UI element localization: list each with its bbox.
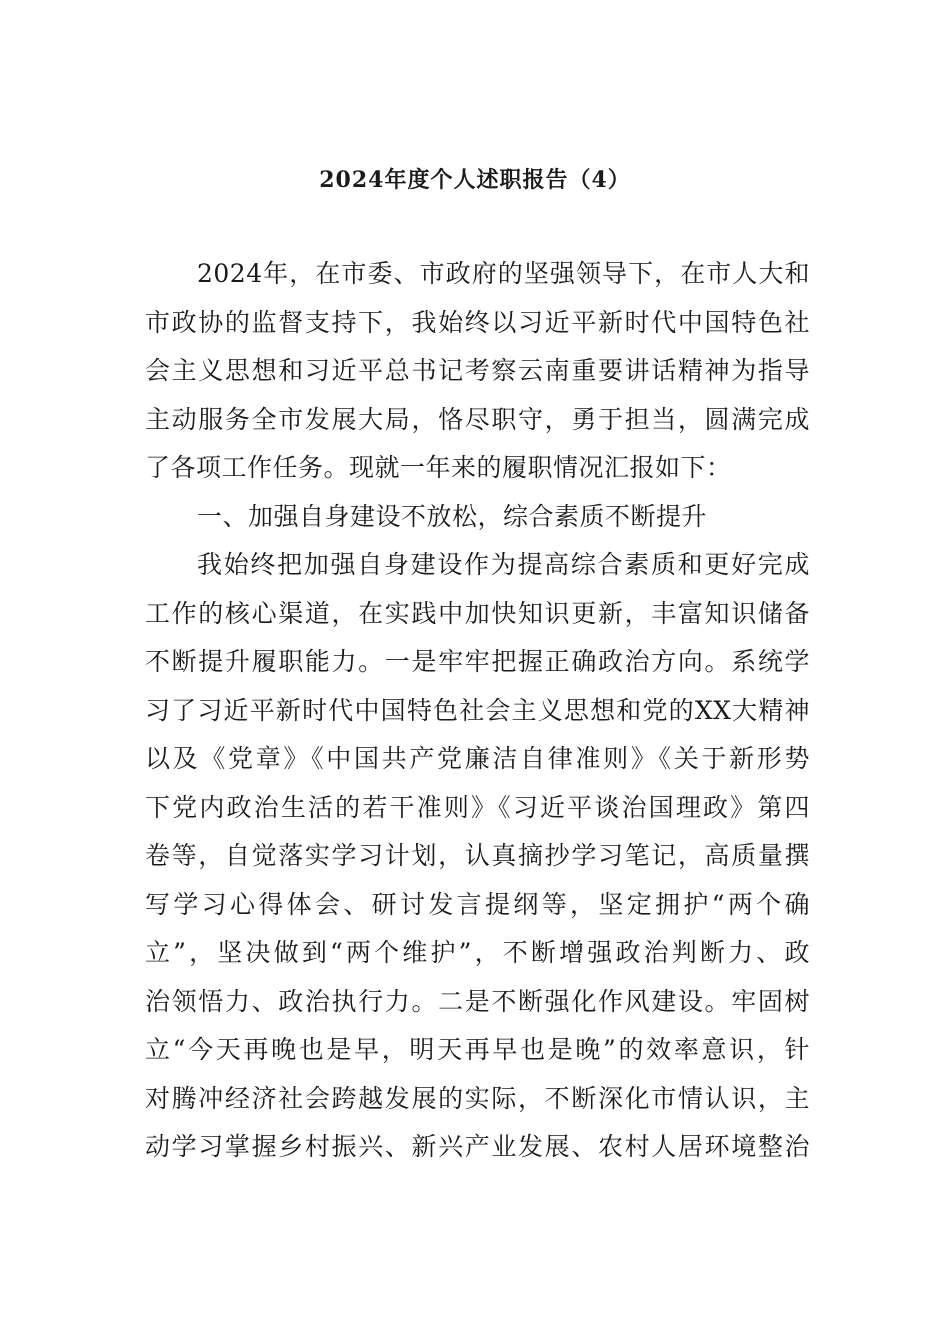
body-line: 不断提升履职能力。一是牢牢把握正确政治方向。系统学 (145, 647, 810, 676)
body-line: 市政协的监督支持下，我始终以习近平新时代中国特色社 (145, 307, 810, 337)
document-title: 2024年度个人述职报告（4） (319, 167, 631, 193)
body-line: 会主义思想和习近平总书记考察云南重要讲话精神为指导 (145, 356, 810, 385)
body-line: 写学习心得体会、研讨发言提纲等，坚定拥护“两个确 (145, 889, 810, 919)
document-body (145, 250, 810, 1172)
body-line: 治领悟力、政治执行力。二是不断强化作风建设。牢固树 (145, 986, 810, 1016)
body-line: 立”，坚决做到“两个维护”，不断增强政治判断力、政 (145, 938, 810, 967)
body-line: 下党内政治生活的若干准则》《习近平谈治国理政》第四 (145, 792, 810, 822)
body-line: 我始终把加强自身建设作为提高综合素质和更好完成 (197, 550, 810, 579)
body-line: 立“今天再晚也是早，明天再早也是晚”的效率意识，针 (145, 1035, 810, 1064)
body-line: 2024年，在市委、市政府的坚强领导下，在市人大和 (197, 259, 810, 288)
body-line: 动学习掌握乡村振兴、新兴产业发展、农村人居环境整治 (145, 1132, 810, 1161)
body-line: 主动服务全市发展大局，恪尽职守，勇于担当，圆满完成 (145, 404, 810, 434)
body-line: 了各项工作任务。现就一年来的履职情况汇报如下： (145, 453, 732, 482)
body-line: 工作的核心渠道，在实践中加快知识更新，丰富知识储备 (145, 598, 810, 628)
body-line: 卷等，自觉落实学习计划，认真摘抄学习笔记，高质量撰 (145, 841, 810, 870)
body-line: 习了习近平新时代中国特色社会主义思想和党的XX大精神 (145, 695, 810, 725)
body-line: 以及《党章》《中国共产党廉洁自律准则》《关于新形势 (145, 744, 810, 773)
body-line: 一、加强自身建设不放松，综合素质不断提升 (197, 501, 708, 531)
body-line: 对腾冲经济社会跨越发展的实际，不断深化市情认识，主 (145, 1083, 810, 1113)
